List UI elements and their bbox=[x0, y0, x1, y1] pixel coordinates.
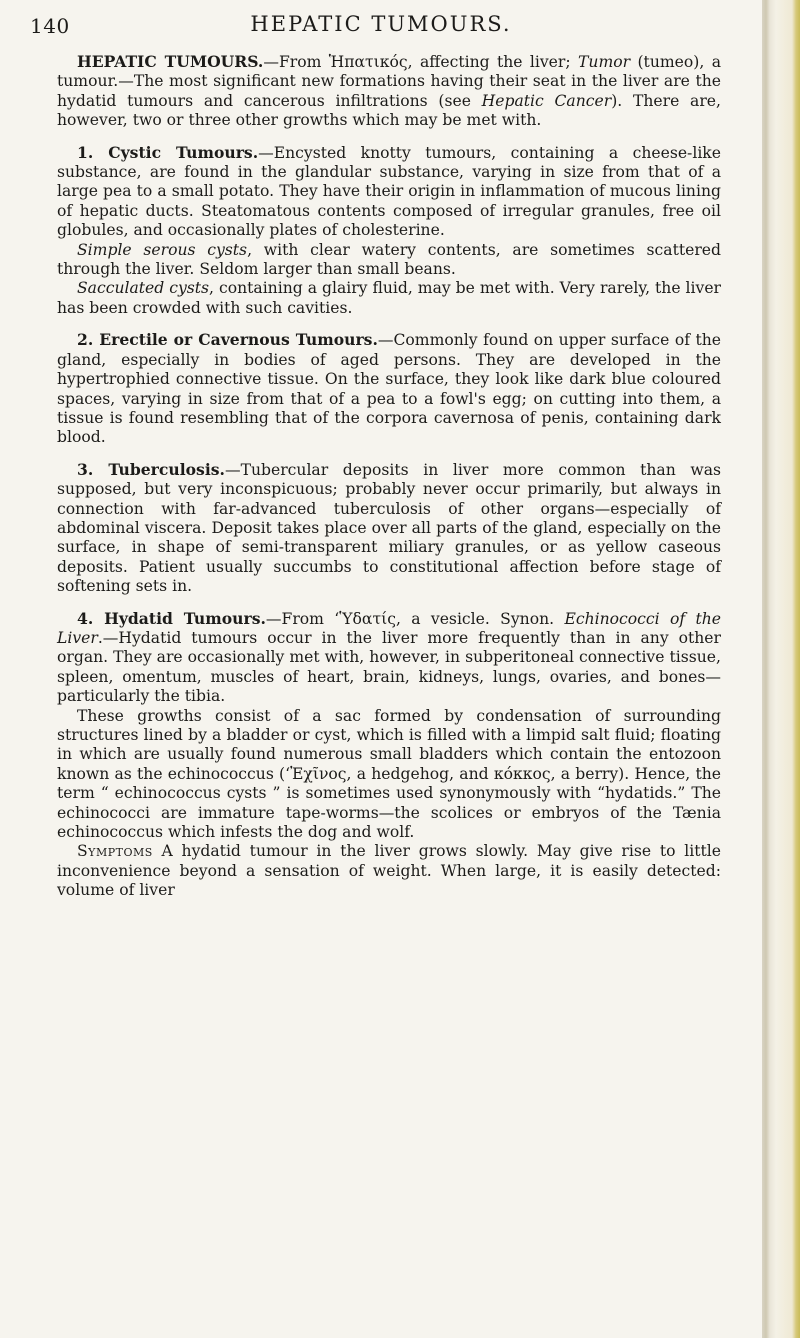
greek-word: Ὑδατίς bbox=[339, 609, 396, 628]
synonym: Echinococci of the Liver bbox=[57, 609, 721, 647]
latin-word: Tumor bbox=[578, 53, 631, 71]
subentry-sacculated-cysts: Sacculated cysts, containing a glairy fluid, may be met with. Very rarely, the liver has been crowded with such cavities. bbox=[57, 279, 721, 317]
entry-hepatic-tumours: HEPATIC TUMOURS.—From Ἡπατικός, affecting the liver; Tumor (tumeo), a tumour.—The most significant new formations having their seat in the liver are the hydatid tumours and cancerous infiltrations (see Hepatic Cancer). There are, however, two or three other growths which may be met with. bbox=[57, 52, 721, 130]
section-heading: 4. Hydatid Tumours. bbox=[77, 608, 266, 628]
page-body bbox=[57, 52, 721, 901]
section-hydatid-tumours: 4. Hydatid Tumours.—From ‘Ὑδατίς, a vesicle. Synon. Echinococci of the Liver.—Hydatid tumours occur in the liver more frequently than in any other organ. They are occasionally met with, however, in subperitoneal connective tissue, spleen, omentum, muscles of heart, brain, kidneys, lungs, ovaries, and bones—particularly the tibia. bbox=[57, 608, 721, 706]
section-heading: 3. Tuberculosis. bbox=[77, 459, 225, 479]
section-erectile-tumours: 2. Erectile or Cavernous Tumours.—Commonly found on upper surface of the gland, especially in bodies of aged persons. They are developed in the hypertrophied connective tissue. On the surface, they look like dark blue coloured spaces, varying in size from that of a pea to a fowl's egg; on cutting into them, a tissue is found resembling that of the corpora cavernosa of penis, containing dark blood. bbox=[57, 330, 721, 447]
entry-heading: HEPATIC TUMOURS. bbox=[77, 52, 264, 71]
section-heading: 1. Cystic Tumours. bbox=[77, 142, 259, 162]
section-cystic-tumours: 1. Cystic Tumours.—Encysted knotty tumours, containing a cheese-like substance, are found in the glandular substance, varying in size from that of a large pea to a small potato. They have their origin in inflammation of mucous lining of hepatic ducts. Steatomatous contents composed of irregular granules, free oil globules, and occasionally plates of cholesterine. bbox=[57, 142, 721, 240]
running-title: HEPATIC TUMOURS. bbox=[250, 12, 512, 36]
section-heading: 2. Erectile or Cavernous Tumours. bbox=[77, 330, 378, 350]
cross-reference: Hepatic Cancer bbox=[481, 91, 612, 110]
greek-word: Ἡπατικός bbox=[328, 53, 408, 71]
page-number: 140 bbox=[30, 14, 70, 38]
subentry-simple-serous-cysts: Simple serous cysts, with clear watery contents, are sometimes scattered through the liver. Seldom larger than small beans. bbox=[57, 240, 721, 279]
symptoms-label: Symptoms bbox=[77, 842, 153, 861]
symptoms-paragraph: Symptoms A hydatid tumour in the liver grows slowly. May give rise to little inconvenience beyond a sensation of weight. When large, it is easily detected: volume of liver bbox=[57, 842, 721, 900]
subentry-label: Sacculated cysts bbox=[77, 279, 210, 298]
adjacent-page-edge bbox=[762, 0, 800, 1338]
hydatid-description: These growths consist of a sac formed by condensation of surrounding structures lined by a bladder or cyst, which is filled with a limpid salt fluid; floating in which are usually found numerous small bladders which contain the entozoon known as the echinococcus (‘Ἐχῖνος, a hedgehog, and κόκκος, a berry). Hence, the term “ echinococcus cysts ” is sometimes used synonymously with “hydatids.” The echinococci are immature tape-worms—the scolices or embryos of the Tænia echinococcus which infests the dog and wolf. bbox=[57, 706, 721, 842]
section-tuberculosis: 3. Tuberculosis.—Tubercular deposits in liver more common than was supposed, but very inconspicuous; probably never occur primarily, but always in connection with far-advanced tuberculosis of other organs—especially of abdominal viscera. Deposit takes place over all parts of the gland, especially on the surface, in shape of semi-transparent miliary granules, or as yellow caseous deposits. Patient usually succumbs to constitutional affection before stage of softening sets in. bbox=[57, 459, 721, 596]
subentry-label: Simple serous cysts bbox=[77, 240, 248, 259]
